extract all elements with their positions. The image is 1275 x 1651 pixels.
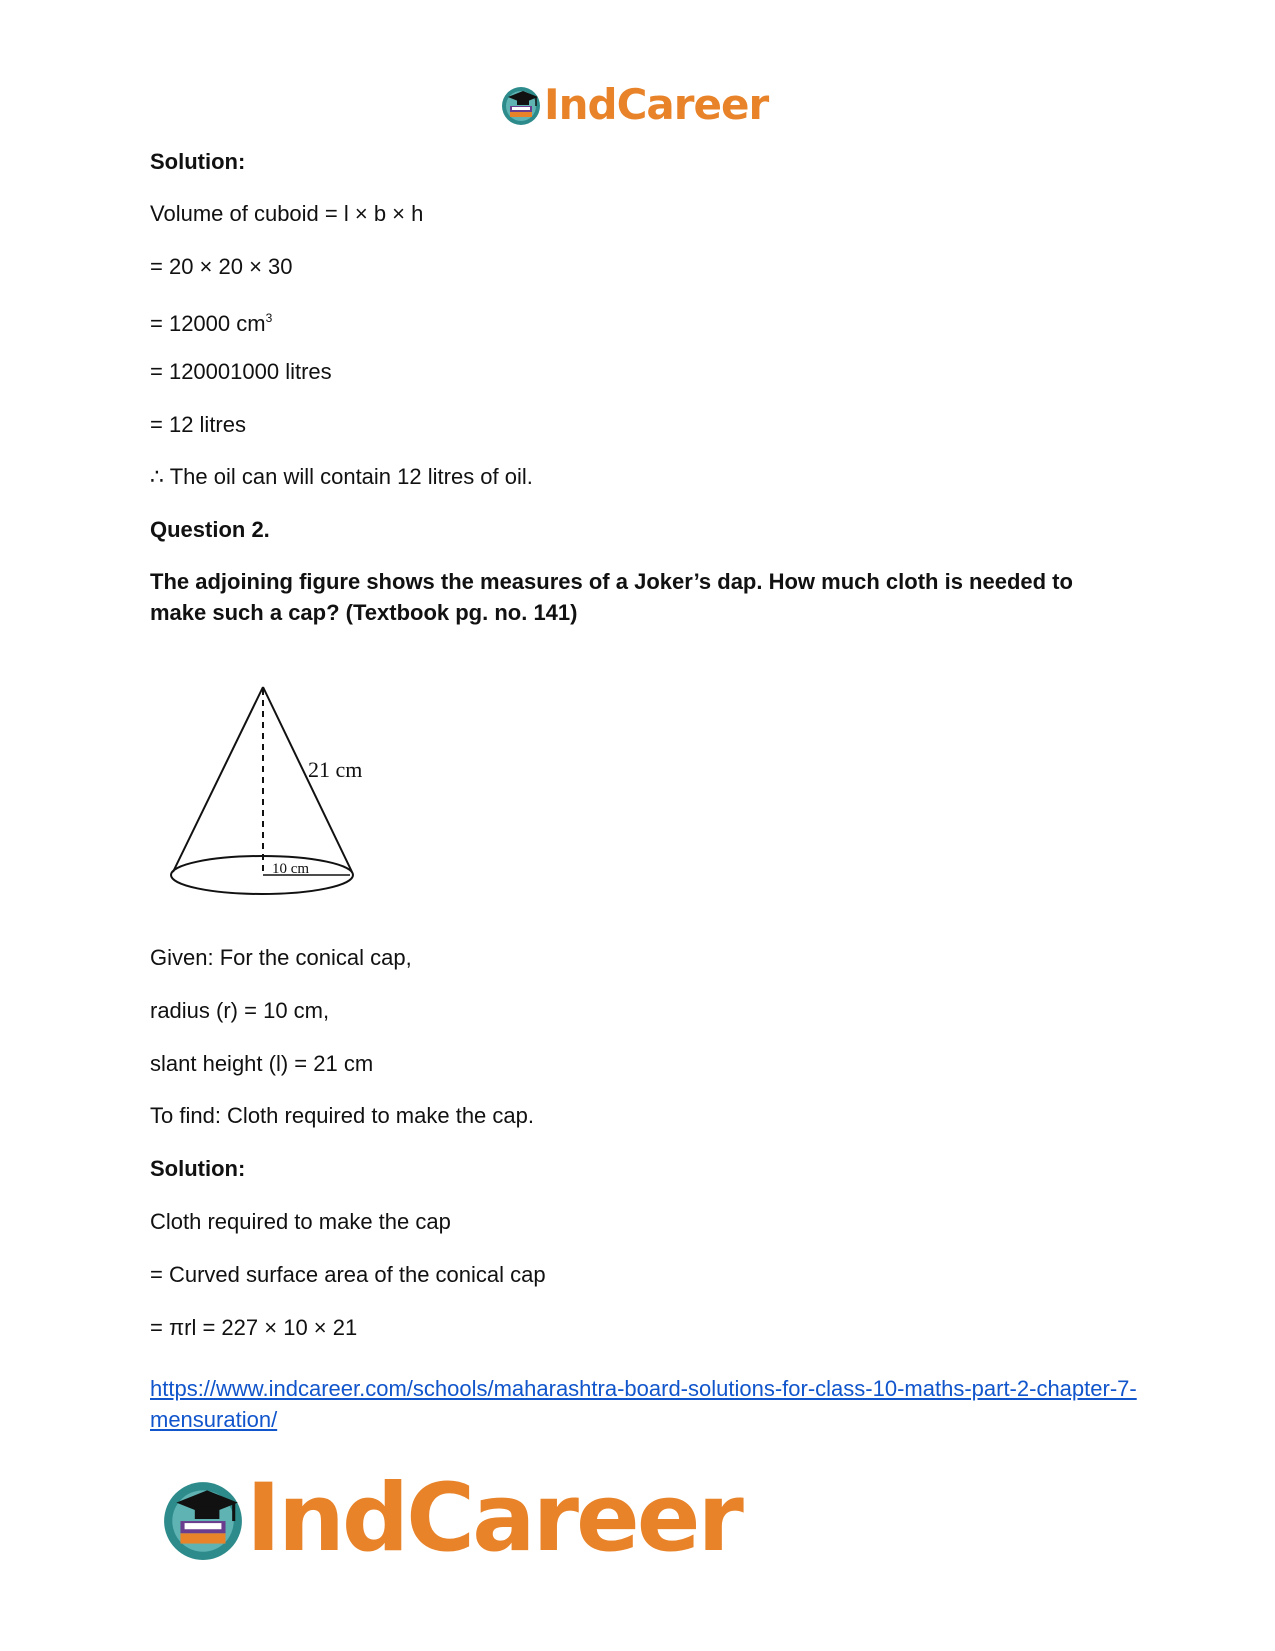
curved-surface-line: = Curved surface area of the conical cap <box>150 1262 546 1287</box>
question-heading: Question 2. <box>150 517 270 542</box>
cloth-required-line: Cloth required to make the cap <box>150 1209 451 1234</box>
cone-figure <box>165 685 385 900</box>
cone-left-edge <box>173 687 263 872</box>
radius-label: 10 cm <box>272 861 310 877</box>
cm3-line <box>150 303 272 339</box>
brand-name: IndCareer <box>544 80 769 129</box>
header-logo <box>500 80 768 129</box>
graduation-cap-book-globe-icon <box>160 1476 246 1562</box>
footer-logo <box>160 1464 741 1573</box>
given-line: Given: For the conical cap, <box>150 945 412 970</box>
to-find-line: To find: Cloth required to make the cap. <box>150 1103 534 1128</box>
radius-line: radius (r) = 10 cm, <box>150 998 330 1023</box>
solution-heading-2: Solution: <box>150 1156 246 1181</box>
graduation-cap-book-globe-icon <box>500 84 542 126</box>
footer-brand-name: IndCareer <box>246 1464 741 1573</box>
slant-height-line: slant height (l) = 21 cm <box>150 1051 374 1076</box>
multiply-line: = 20 × 20 × 30 <box>150 254 293 279</box>
source-link[interactable]: https://www.indcareer.com/schools/maharashtra-board-solutions-for-class-10-maths-part-2-chapter-7-mensuration/ <box>150 1376 1137 1432</box>
question-text: The adjoining figure shows the measures of a Joker’s dap. How much cloth is needed to make such a cap? (Textbook pg. no. 141) <box>150 569 1073 625</box>
solution-heading: Solution: <box>150 149 246 174</box>
twelve-litres-line: = 12 litres <box>150 412 246 437</box>
volume-formula-line: Volume of cuboid = l × b × h <box>150 201 424 226</box>
litres-division-line: = 120001000 litres <box>150 359 332 384</box>
formula-line: = πrl = 227 × 10 × 21 <box>150 1315 358 1340</box>
cm3-superscript: 3 <box>265 311 273 325</box>
cm3-value: = 12000 cm <box>150 311 266 336</box>
slant-label: 21 cm <box>308 757 363 782</box>
conclusion-line: ∴ The oil can will contain 12 litres of oil. <box>150 464 533 489</box>
